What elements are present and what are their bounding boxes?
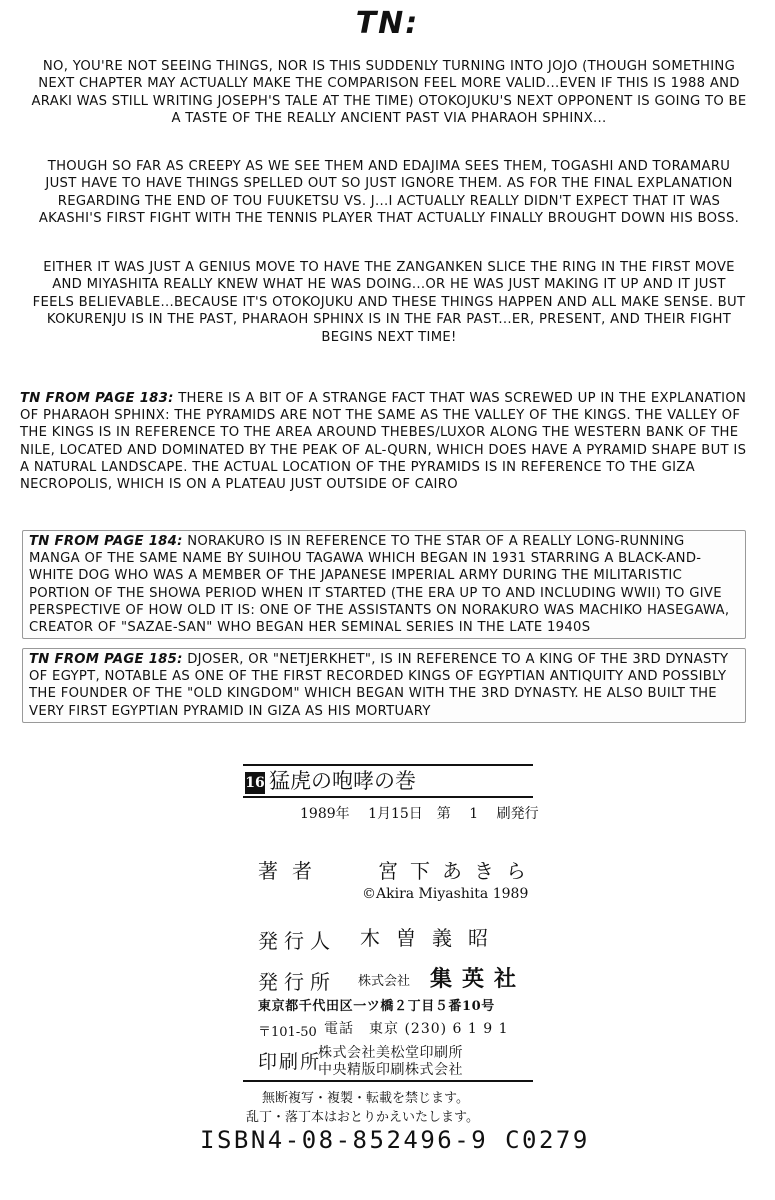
postal-code: 〒101-50 [258,1025,317,1040]
copyright: ©Akira Miyashita 1989 [362,886,529,902]
note-lead: TN FROM PAGE 184: [29,534,183,549]
page-title: TN: [355,6,420,41]
volume-badge: 16 [245,772,265,794]
translation-note [22,530,746,639]
replacement-notice: 乱丁・落丁本はおとりかえいたします。 [246,1110,479,1125]
note-text: NORAKURO IS IN REFERENCE TO THE STAR OF A REALLY LONG-RUNNING MANGA OF THE SAME NAME BY SUIHOU TAGAWA WHICH BEGAN IN 1931 STARRING A BLACK-AND-WHITE DOG WHO WAS A MEMBER OF THE JAPANESE IMPERIAL ARMY DURING THE MILITARISTIC PORTION OF THE SHOWA PERIOD WHEN IT STARTED (THE ERA UP TO AND INCLUDING WWII) TO GIVE PERSPECTIVE OF HOW OLD IT IS: ONE OF THE ASSISTANTS ON NORAKURO WAS MACHIKO HASEGAWA, CREATOR OF "SAZAE-SAN" WHO BEGAN HER SEMINAL SERIES IN THE LATE 1940S [29,534,730,636]
note-lead: TN FROM PAGE 185: [29,652,183,667]
note-lead: TN FROM PAGE 183: [20,391,174,406]
author-label: 著者 [258,859,326,883]
translator-paragraph: EITHER IT WAS JUST A GENIUS MOVE TO HAVE THE ZANGANKEN SLICE THE RING IN THE FIRST MOVE AND MIYASHITA REALLY KNEW WHAT HE WAS DOING...OR HE WAS JUST MAKING IT UP AND IT JUST FEELS BELIEVABLE...BECAUSE IT'S OTOKOJUKU AND THESE THINGS HAPPEN AND ALL MAKE SENSE. BUT KOKURENJU IS IN THE PAST, PHARAOH SPHINX IS IN THE FAR PAST...ER, PRESENT, AND THEIR FIGHT BEGINS NEXT TIME! [32,260,746,345]
author-name: 宮下あきら [378,859,538,883]
printer-name: 株式会社美松堂印刷所 [318,1045,463,1061]
company-prefix: 株式会社 [358,974,411,989]
isbn: ISBN4-08-852496-9 C0279 [200,1126,590,1154]
note-text: DJOSER, OR "NETJERKHET", IS IN REFERENCE TO A KING OF THE 3RD DYNASTY OF EGYPT, NOTABLE AS ONE OF THE FIRST RECORDED KINGS OF EGYPTIAN ANTIQUITY AND POSSIBLY THE FOUNDER OF THE "OLD KINGDOM" WHICH BEGAN WITH THE 3RD DYNASTY. HE ALSO BUILT THE VERY FIRST EGYPTIAN PYRAMID IN GIZA AS HIS MORTUARY [29,652,729,719]
printer-name: 中央精版印刷株式会社 [318,1062,463,1078]
copy-notice: 無断複写・複製・転載を禁じます。 [262,1091,469,1106]
company-label: 発行所 [258,970,336,994]
translation-note [22,648,746,723]
printer-label: 印刷所 [258,1051,322,1073]
translator-paragraph: NO, YOU'RE NOT SEEING THINGS, NOR IS THIS SUDDENLY TURNING INTO JOJO (THOUGH SOMETHING NEXT CHAPTER MAY ACTUALLY MAKE THE COMPARISON FEEL MORE VALID...EVEN IF THIS IS 1988 AND ARAKI WAS STILL WRITING JOSEPH'S TALE AT THE TIME) OTOKOJUKU'S NEXT OPPONENT IS GOING TO BE A TASTE OF THE REALLY ANCIENT PAST VIA PHARAOH SPHINX... [31,59,747,127]
translator-paragraph: THOUGH SO FAR AS CREEPY AS WE SEE THEM AND EDAJIMA SEES THEM, TOGASHI AND TORAMARU JUST HAVE TO HAVE THINGS SPELLED OUT SO JUST IGNORE THEM. AS FOR THE FINAL EXPLANATION REGARDING THE END OF TOU FUUKETSU VS. J...I ACTUALLY REALLY DIDN'T EXPECT THAT IT WAS AKASHI'S FIRST FIGHT WITH THE TENNIS PLAYER THAT ACTUALLY FINALLY BROUGHT DOWN HIS BOSS. [38,159,740,227]
phone-number: 電話 東京 (230) 6 1 9 1 [324,1021,509,1037]
publication-date: 1989年 1月15日 第 1 刷発行 [300,806,539,822]
note-text: THERE IS A BIT OF A STRANGE FACT THAT WAS SCREWED UP IN THE EXPLANATION OF PHARAOH SPHINX: THE PYRAMIDS ARE NOT THE SAME AS THE VALLEY OF THE KINGS. THE VALLEY OF THE KINGS IS IN REFERENCE TO THE AREA AROUND THEBES/LUXOR ALONG THE WESTERN BANK OF THE NILE, LOCATED AND DOMINATED BY THE PEAK OF AL-QURN, WHICH DOES HAVE A PYRAMID SHAPE BUT IS A NATURAL LANDSCAPE. THE ACTUAL LOCATION OF THE PYRAMIDS IS IN REFERENCE TO THE GIZA NECROPOLIS, WHICH IS ON A PLATEAU JUST OUTSIDE OF CAIRO [20,391,747,493]
volume-title: 猛虎の咆哮の巻 [269,769,416,793]
publisher-label: 発行人 [258,929,336,953]
translation-note [20,390,748,493]
company-name: 集英社 [430,966,527,992]
colophon-title [243,764,533,798]
company-address: 東京都千代田区一ツ橋２丁目５番10号 [258,999,495,1014]
publisher-name: 木曽義昭 [360,926,504,950]
